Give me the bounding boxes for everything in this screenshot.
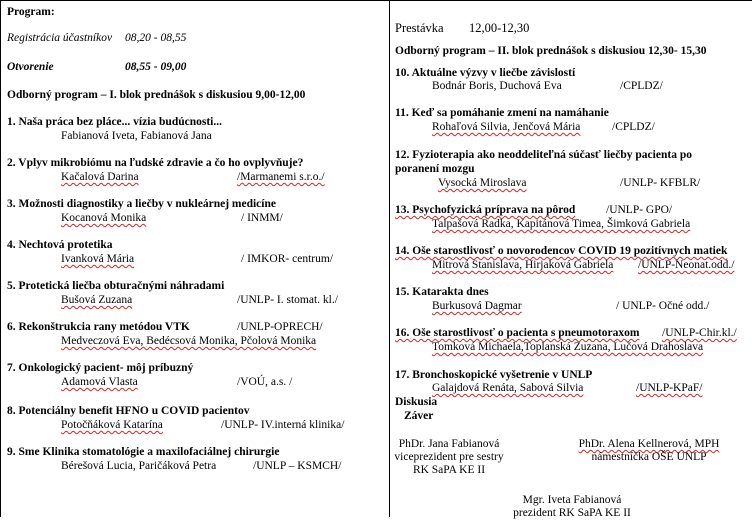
talk-affiliation: /UNLP-Neonat.odd./ bbox=[638, 259, 735, 271]
talk-title: 4. Nechtová protetika bbox=[7, 239, 113, 251]
opening-label: Otvorenie bbox=[7, 61, 54, 73]
right-column bbox=[389, 0, 752, 520]
talk-affiliation: /CPLDZ/ bbox=[612, 121, 655, 133]
talk-title: 16. Oše starostlivosť o pacienta s pneumotoraxom bbox=[395, 327, 640, 339]
talk-authors: Bérešová Lucia, Paričáková Petra bbox=[61, 460, 217, 472]
talk-title: 7. Onkologický pacient- môj príbuzný bbox=[7, 362, 194, 374]
program-heading: Program: bbox=[7, 6, 55, 18]
talk-authors: Tomková Michaela,Toplanská Zuzana, Lučová Drahoslava bbox=[432, 341, 704, 353]
talk-affiliation: /UNLP- KFBLR/ bbox=[620, 177, 701, 189]
block1-heading: Odborný program – I. blok prednášok s diskusiou 9,00-12,00 bbox=[7, 89, 306, 101]
talk-authors: Vysocká Miroslava bbox=[438, 177, 527, 189]
talk-affiliation: /Marmanemi s.r.o./ bbox=[237, 171, 325, 183]
talk-affiliation: /UNLP-Chir.kl./ bbox=[662, 327, 737, 339]
talk-affiliation: /UNLP- GPO/ bbox=[606, 204, 673, 216]
signature-fabianova-iveta bbox=[502, 494, 642, 520]
talk-authors: Ivanková Mária bbox=[61, 253, 135, 265]
talk-title: 10. Aktuálne výzvy v liečbe závislostí bbox=[395, 67, 576, 79]
talk-authors: Medveczová Eva, Bedécsová Monika, Pčolová Monika bbox=[61, 335, 317, 347]
talk-title: 17. Bronchoskopické vyšetrenie v UNLP bbox=[395, 369, 593, 381]
signature-name: Mgr. Iveta Fabianová bbox=[522, 494, 622, 506]
talk-title: 9. Sme Klinika stomatológie a maxilofaciálnej chirurgie bbox=[7, 446, 280, 458]
talk-affiliation: /VOÚ, a.s. / bbox=[237, 376, 293, 388]
registration-label: Registrácia účastníkov bbox=[7, 32, 113, 44]
talk-affiliation: /UNLP- IV.interná klinika/ bbox=[221, 419, 345, 431]
opening-time: 08,55 - 09,00 bbox=[125, 61, 187, 73]
talk-title: 2. Vplyv mikrobiómu na ľudské zdravie a čo ho ovplyvňuje? bbox=[7, 157, 304, 169]
signature-name: PhDr. Alena Kellnerová, MPH bbox=[578, 438, 720, 450]
talk-title-cont: poranení mozgu bbox=[395, 163, 475, 175]
signature-role: viceprezident pre sestry bbox=[394, 451, 504, 464]
signature-fabianova-jana bbox=[394, 438, 504, 478]
talk-authors: Kocanová Monika bbox=[61, 212, 147, 224]
talk-affiliation: /CPLDZ/ bbox=[620, 80, 663, 92]
talk-affiliation: /UNLP-OPRECH/ bbox=[237, 321, 323, 333]
talk-affiliation: / INMM/ bbox=[241, 212, 283, 224]
talk-authors: Potočňáková Katarína bbox=[61, 419, 163, 431]
block2-heading: Odborný program – II. blok prednášok s diskusiou 12,30- 15,30 bbox=[395, 45, 707, 57]
signature-role: námestníčka OŠE UNLP bbox=[591, 451, 707, 464]
talk-authors: Mitrová Stanislava, Hirjaková Gabriela bbox=[432, 259, 614, 271]
talk-authors: Rohaľová Silvia, Jenčová Mária bbox=[432, 121, 581, 133]
talk-authors: Talpašová Radka, Kapitánová Timea, Šimková Gabriela bbox=[432, 218, 691, 230]
discussion-label: Diskusia bbox=[395, 396, 438, 408]
registration-time: 08,20 - 08,55 bbox=[125, 32, 187, 44]
closing-label: Záver bbox=[404, 410, 434, 422]
talk-affiliation: / UNLP- Očné odd./ bbox=[616, 300, 710, 312]
talk-affiliation: /UNLP-KPaF/ bbox=[636, 382, 703, 394]
talk-title: 15. Katarakta dnes bbox=[395, 286, 489, 298]
talk-title: 8. Potenciálny benefit HFNO u COVID pacientov bbox=[7, 405, 250, 417]
talk-authors: Bodnár Boris, Duchová Eva bbox=[432, 80, 562, 92]
talk-title: 5. Protetická liečba obturačnými náhradami bbox=[7, 280, 225, 292]
talk-title: 14. Oše starostlivosť o novorodencov COVID 19 pozitívnych matiek bbox=[395, 245, 728, 257]
talk-title: 3. Možnosti diagnostiky a liečby v nukleárnej medicíne bbox=[7, 198, 276, 210]
talk-authors: Adamová Vlasta bbox=[61, 376, 138, 388]
talk-authors: Burkusová Dagmar bbox=[432, 300, 522, 312]
talk-title: 11. Keď sa pomáhanie zmení na namáhanie bbox=[395, 107, 609, 119]
talk-authors: Kačalová Darina bbox=[61, 171, 139, 183]
talk-affiliation: /UNLP – KSMCH/ bbox=[253, 460, 342, 472]
talk-affiliation: / IMKOR- centrum/ bbox=[241, 253, 333, 265]
break-label: Prestávka bbox=[395, 21, 444, 35]
break-time: 12,00-12,30 bbox=[469, 21, 530, 35]
signature-kellnerova bbox=[578, 438, 720, 464]
talk-affiliation: /UNLP- I. stomat. kl./ bbox=[237, 294, 338, 306]
talk-title: 12. Fyzioterapia ako neoddeliteľná súčasť liečby pacienta po bbox=[395, 149, 692, 161]
talk-title: 13. Psychofyzická príprava na pôrod bbox=[395, 204, 576, 216]
talk-authors: Fabianová Iveta, Fabianová Jana bbox=[61, 130, 212, 142]
talk-authors: Bušová Zuzana bbox=[61, 294, 133, 306]
signature-name: PhDr. Jana Fabianová bbox=[398, 438, 500, 450]
talk-title: 6. Rekonštrukcia rany metódou VTK bbox=[7, 321, 190, 333]
signature-org: RK SaPA KE II bbox=[412, 464, 486, 477]
talk-title: 1. Naša práca bez pláce... vízia budúcnosti... bbox=[7, 116, 222, 128]
signature-role: prezident RK SaPA KE II bbox=[513, 507, 631, 520]
talk-authors: Galajdová Renáta, Sabová Silvia bbox=[432, 382, 584, 394]
